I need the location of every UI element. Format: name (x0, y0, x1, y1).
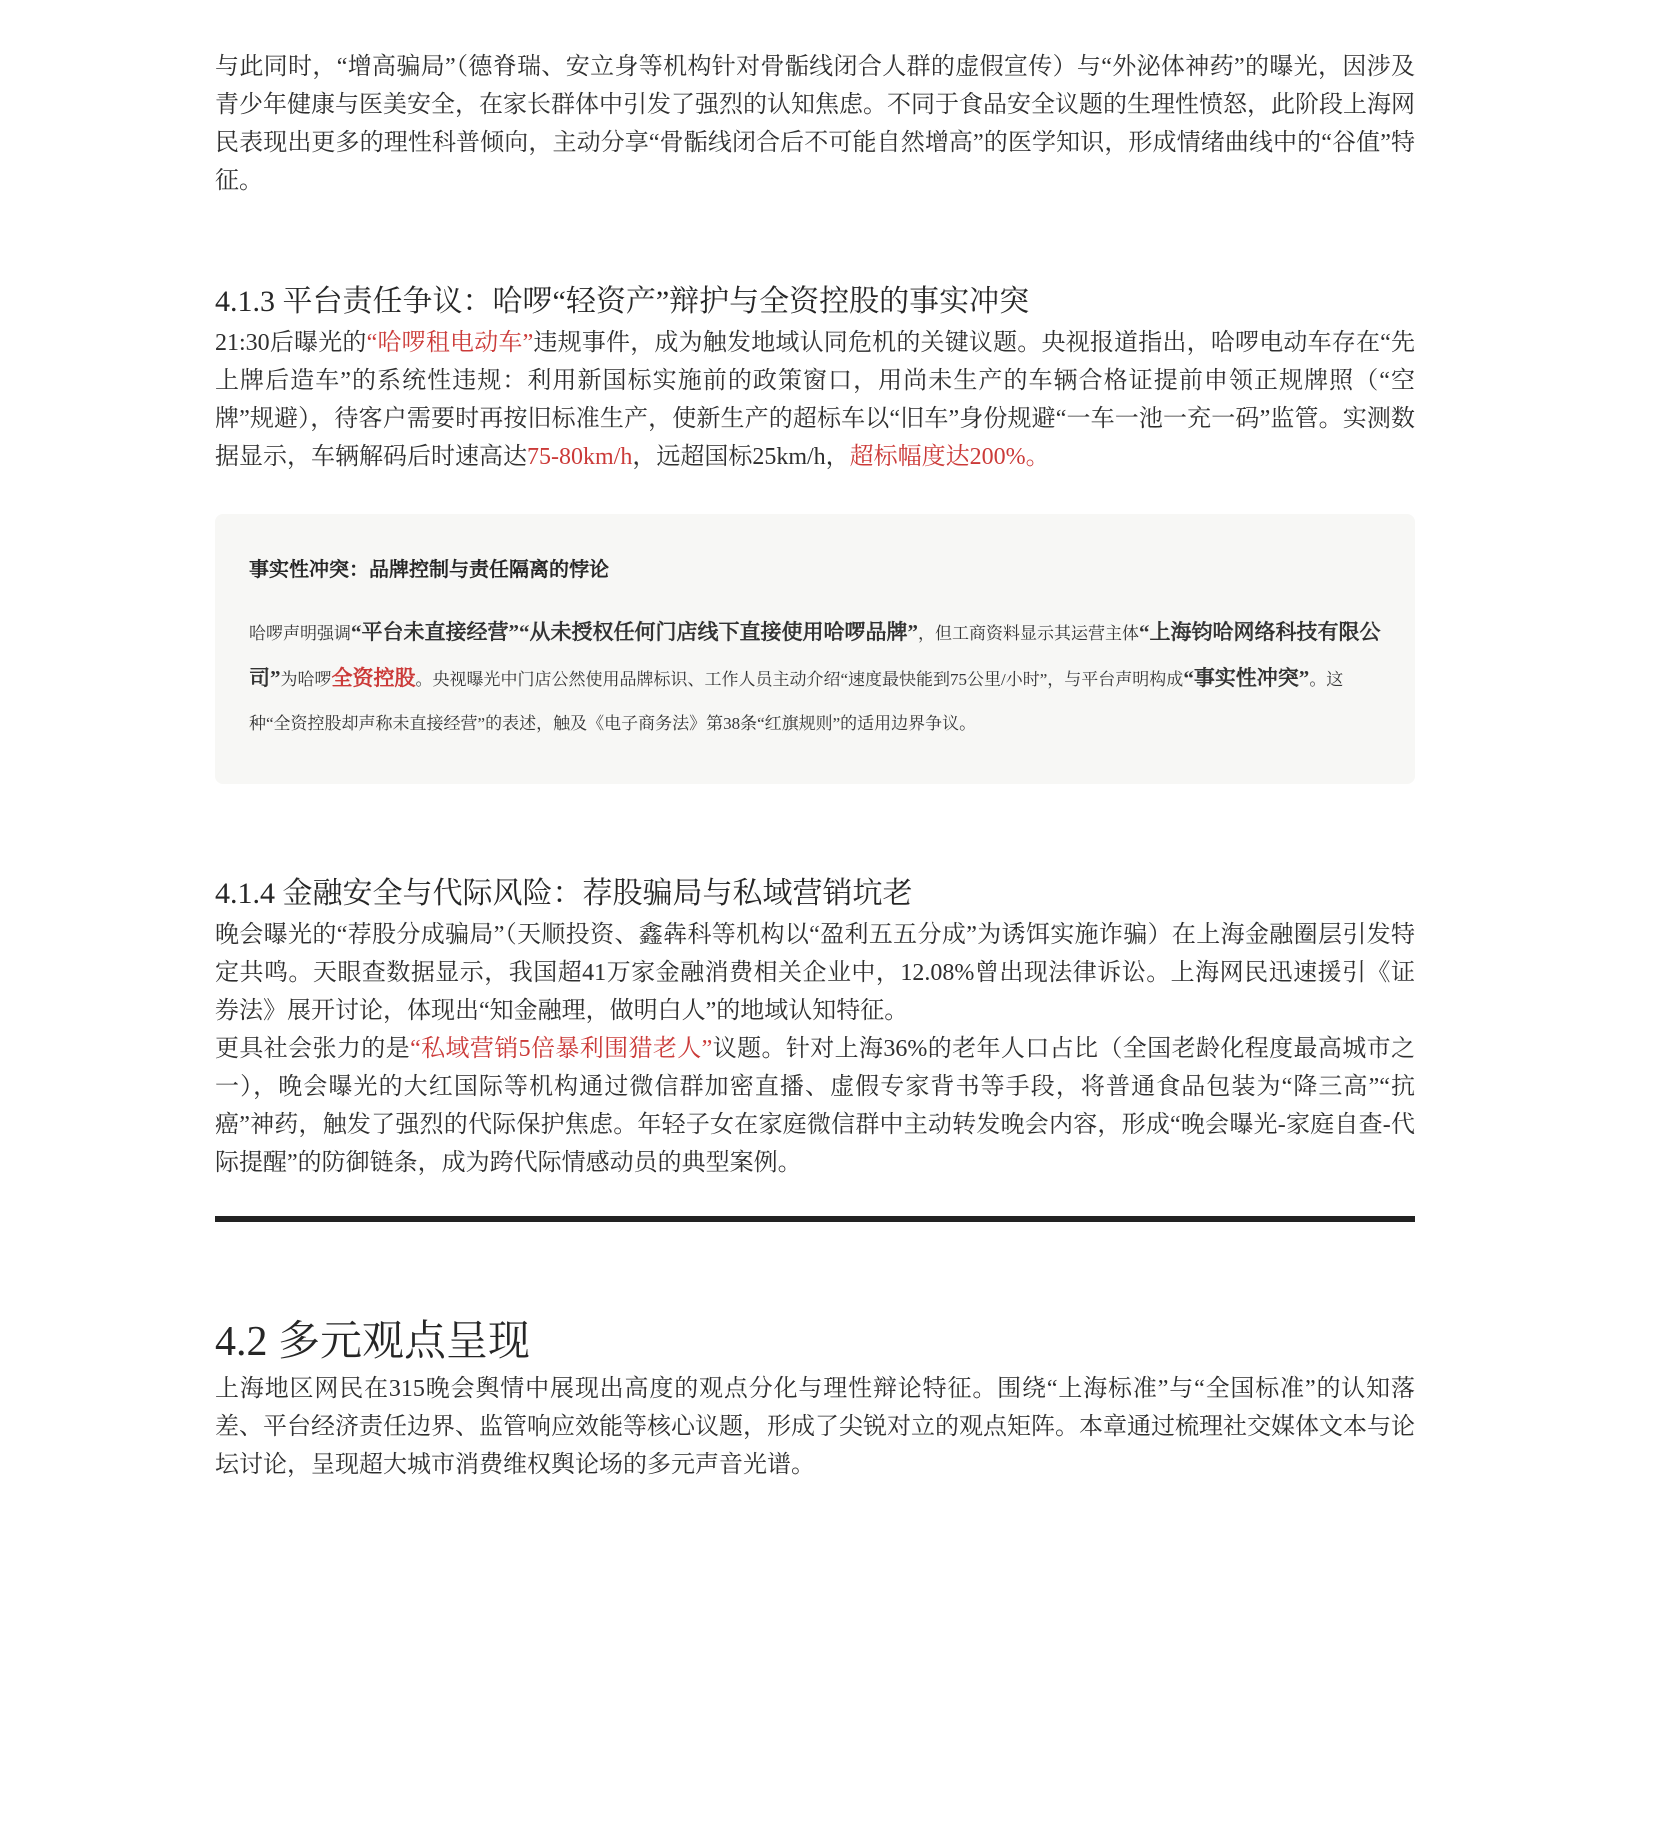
paragraph-stock-scam: 晚会曝光的“荐股分成骗局”（天顺投资、鑫犇科等机构以“盈利五五分成”为诱饵实施诈骗）在上海金融圈层引发特定共鸣。天眼查数据显示，我国超41万家金融消费相关企业中，12.08%曾出现法律诉讼。上海网民迅速援引《证券法》展开讨论，体现出“知金融理，做明白人”的地域认知特征。 (215, 922, 1415, 1024)
section-heading-4-1-3: 4.1.3 平台责任争议：哈啰“轻资产”辩护与全资控股的事实冲突 (215, 285, 1030, 318)
paragraph-intro: 与此同时，“增高骗局”（德脊瑞、安立身等机构针对骨骺线闭合人群的虚假宣传）与“外泌体神药”的曝光，因涉及青少年健康与医美安全，在家长群体中引发了强烈的认知焦虑。不同于食品安全议题的生理性愤怒，此阶段上海网民表现出更多的理性科普倾向，主动分享“骨骺线闭合后不可能自然增高”的医学知识，形成情绪曲线中的“谷值”特征。 (215, 54, 1415, 194)
section-heading-4-2: 4.2 多元观点呈现 (215, 1319, 531, 1365)
paragraph-hellobike-violation: 21:30后曝光的“哈啰租电动车”违规事件，成为触发地域认同危机的关键议题。央视报道指出，哈啰电动车存在“先上牌后造车”的系统性违规：利用新国标实施前的政策窗口，用尚未生产的车辆合格证提前申领正规牌照（“空牌”规避），待客户需要时再按旧标准生产，使新生产的超标车以“旧车”身份规避“一车一池一充一码”监管。实测数据显示，车辆解码后时速高达75-80km/h，远超国标25km/h，超标幅度达200%。 (215, 330, 1415, 470)
paragraph-elderly-marketing: 更具社会张力的是“私域营销5倍暴利围猎老人”议题。针对上海36%的老年人口占比（全国老龄化程度最高城市之一），晚会曝光的大红国际等机构通过微信群加密直播、虚假专家背书等手段，将普通食品包装为“降三高”“抗癌”神药，触发了强烈的代际保护焦虑。年轻子女在家庭微信群中主动转发晚会内容，形成“晚会曝光-家庭自查-代际提醒”的防御链条，成为跨代际情感动员的典型案例。 (215, 1036, 1415, 1176)
callout-paragraph: 哈啰声明强调“平台未直接经营”“从未授权任何门店线下直接使用哈啰品牌”，但工商资料显示其运营主体“上海钧哈网络科技有限公司”为哈啰全资控股。央视曝光中门店公然使用品牌标识、工作人员主动介绍“速度最快能到75公里/小时”，与平台声明构成“事实性冲突”。这种“全资控股却声称未直接经营”的表述，触及《电子商务法》第38条“红旗规则”的适用边界争议。 (249, 620, 1381, 733)
paragraph-viewpoints-intro: 上海地区网民在315晚会舆情中展现出高度的观点分化与理性辩论特征。围绕“上海标准”与“全国标准”的认知落差、平台经济责任边界、监管响应效能等核心议题，形成了尖锐对立的观点矩阵。本章通过梳理社交媒体文本与论坛讨论，呈现超大城市消费维权舆论场的多元声音光谱。 (215, 1376, 1415, 1478)
section-divider (215, 1216, 1415, 1222)
callout-box (215, 514, 1415, 784)
section-heading-4-1-4: 4.1.4 金融安全与代际风险：荐股骗局与私域营销坑老 (215, 877, 913, 910)
callout-title: 事实性冲突：品牌控制与责任隔离的悖论 (249, 559, 609, 581)
